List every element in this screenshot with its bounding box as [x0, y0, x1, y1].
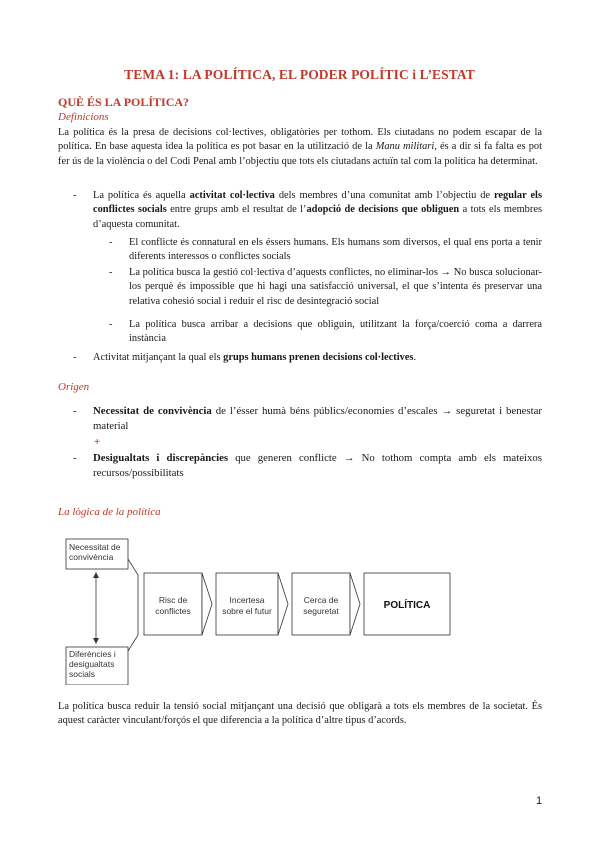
chevron-shape	[202, 573, 212, 635]
sub-list-item	[109, 266, 542, 309]
text: dels membres d’una comunitat amb l’objectiu de	[274, 190, 494, 201]
bullet-dash: -	[109, 267, 113, 278]
box-label: Necessitat de	[69, 542, 121, 552]
step-label: Incertesa	[229, 595, 265, 605]
step-label: conflictes	[155, 606, 191, 616]
section-heading: QUÈ ÉS LA POLÍTICA?	[58, 95, 190, 109]
text: La política busca la gestió col·lectiva d’aquests conflictes, no eliminar-los → No busca solucionar-los perquè és impossible que hi hagi una satisfacció universal, el que s’intenta és preservar una relativa cohesió social i reduir el risc de desintegració social	[129, 267, 542, 307]
text: Activitat mitjançant la qual els	[93, 352, 224, 363]
result-label: POLÍTICA	[383, 600, 431, 611]
subheading-origen: Origen	[58, 381, 90, 393]
text: La política busca arribar a decisions que obliguin, utilitzant la força/coerció coma a darrera instància	[129, 319, 542, 345]
sub-list-item	[109, 318, 542, 347]
box-label: desigualtats	[69, 659, 115, 669]
bullet-dash: -	[73, 405, 77, 417]
step-label: seguretat	[303, 606, 339, 616]
sub-list-item	[109, 236, 542, 265]
arrowhead	[93, 572, 99, 578]
text: .	[413, 352, 417, 363]
text: El conflicte és connatural en els éssers humans. Els humans som diversos, el qual ens porta a tenir diferents interessos o conflictes socials	[129, 237, 542, 263]
box-label: socials	[69, 669, 95, 679]
text: que generen conflicte → No tothom compta amb els mateixos recursos/possibilitats	[93, 452, 542, 479]
paragraph-closing: La política busca reduir la tensió social mitjançant una decisió que obligarà a tots els membres de la societat. És aquest caràcter vinculant/forçós el que diferencia a la política d’altre tipus d’acords.	[58, 701, 542, 727]
text-bold: Desigualtats i discrepàncies	[93, 452, 229, 464]
text-bold: grups humans prenen decisions col·lectives	[223, 352, 414, 363]
list-item	[73, 404, 542, 434]
brace-left	[128, 559, 138, 651]
text: entre grups amb el resultat de l’	[166, 204, 307, 216]
page-number: 1	[536, 795, 543, 807]
logic-diagram	[58, 535, 478, 685]
text-bold: Necessitat de convivència	[93, 405, 212, 417]
bullet-dash: -	[73, 352, 77, 363]
text-italic: Manu militari	[375, 141, 435, 153]
text-bold: regular els conflictes socials	[93, 190, 542, 216]
text: , és a dir si fa falta es pot fer ús de la violència o del Codi Penal amb l’objectiu que tots els ciutadans actuïn tal com la política ha determinat.	[58, 141, 542, 167]
text: de l’ésser humà béns públics/economies d’escales → seguretat i benestar material	[93, 405, 542, 432]
list-item	[73, 189, 542, 232]
list-item	[73, 351, 542, 365]
list-item	[73, 451, 542, 481]
paragraph-intro	[58, 126, 542, 169]
chevron-shape	[278, 573, 288, 635]
bullet-dash: -	[73, 452, 77, 464]
text: a tots els membres d’aquesta comunitat.	[93, 204, 542, 230]
box-label: convivència	[69, 552, 114, 562]
page-title: TEMA 1: LA POLÍTICA, EL PODER POLÍTIC i L’ESTAT	[124, 67, 475, 82]
step-label: Cerca de	[303, 595, 339, 605]
bullet-dash: -	[109, 237, 113, 248]
box-label: Diferències i	[69, 649, 116, 659]
subheading-definicions: Definicions	[58, 111, 109, 123]
text: La política és la presa de decisions col·lectives, obligatòries per tothom. Els ciutadans no podem escapar de la política. En base aquesta idea la política es pot basar en la utilització de la	[58, 127, 542, 153]
plus-sign: +	[94, 436, 101, 448]
text-bold: adopció de decisions que obliguen	[306, 204, 460, 216]
chevron-shape	[350, 573, 360, 635]
text-bold: activitat col·lectiva	[189, 190, 275, 201]
step-label: Risc de	[158, 595, 188, 605]
text: La política és aquella	[93, 190, 190, 201]
step-label: sobre el futur	[222, 606, 272, 616]
bullet-dash: -	[73, 190, 77, 201]
arrowhead	[93, 638, 99, 644]
bullet-dash: -	[109, 319, 113, 330]
subheading-logica: La lògica de la política	[58, 506, 161, 518]
